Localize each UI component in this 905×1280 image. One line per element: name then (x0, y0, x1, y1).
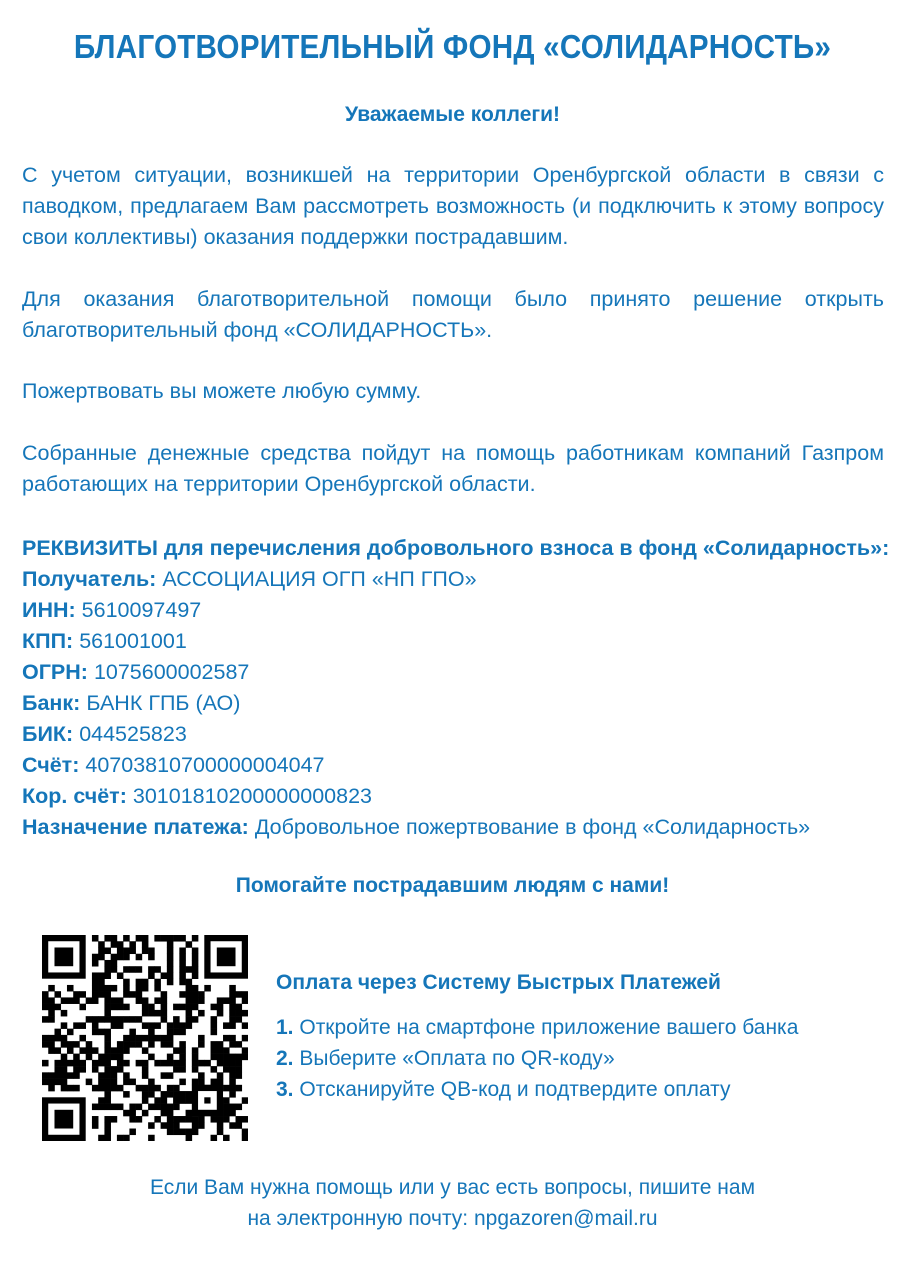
requisite-label: Банк: (22, 691, 81, 715)
step-number: 2. (276, 1047, 294, 1070)
sbp-step (276, 1074, 896, 1105)
page-title: БЛАГОТВОРИТЕЛЬНЫЙ ФОНД «СОЛИДАРНОСТЬ» (73, 28, 832, 65)
requisite-row-inn (22, 595, 902, 626)
step-text: Выберите «Оплата по QR-коду» (299, 1047, 615, 1070)
requisite-row-bik (22, 719, 902, 750)
sbp-title: Оплата через Систему Быстрых Платежей (276, 971, 721, 994)
requisite-label: ИНН: (22, 598, 76, 622)
qr-code-icon[interactable] (42, 935, 248, 1141)
requisites-block (22, 533, 902, 843)
greeting: Уважаемые коллеги! (344, 103, 561, 126)
requisite-value: АССОЦИАЦИЯ ОГП «НП ГПО» (162, 567, 477, 591)
paragraph-any-sum: Пожертвовать вы можете любую сумму. (22, 379, 422, 403)
requisite-row-account (22, 750, 902, 781)
requisite-value: 561001001 (79, 629, 187, 653)
sbp-step (276, 1043, 896, 1074)
requisite-row-payment-purpose (22, 812, 902, 843)
step-text: Откройте на смартфоне приложение вашего банка (299, 1016, 799, 1039)
requisite-label: Счёт: (22, 753, 80, 777)
requisite-row-recipient (22, 564, 902, 595)
requisite-label: Назначение платежа: (22, 815, 249, 839)
sbp-instructions (276, 968, 896, 1105)
paragraph-situation: С учетом ситуации, возникшей на территории Оренбургской области в связи с паводком, предлагаем Вам рассмотреть возможность (и подключить к этому вопросу свои коллективы) оказания поддержки пострадавшим. (22, 163, 884, 249)
requisites-heading-text: РЕКВИЗИТЫ для перечисления добровольного взноса в фонд «Солидарность»: (22, 536, 890, 560)
requisites-heading (22, 533, 902, 564)
requisite-row-ogrn (22, 657, 902, 688)
requisite-label: БИК: (22, 722, 74, 746)
requisite-value: Добровольное пожертвование в фонд «Солидарность» (254, 815, 811, 839)
requisite-value: БАНК ГПБ (АО) (86, 691, 241, 715)
contact-line: Если Вам нужна помощь или у вас есть вопросы, пишите нам (149, 1176, 756, 1199)
contact-email-line: на электронную почту: npgazoren@mail.ru (247, 1207, 658, 1230)
qr-code-graphic (42, 935, 248, 1141)
requisite-row-corr-account (22, 781, 902, 812)
step-number: 1. (276, 1016, 294, 1039)
requisite-row-kpp (22, 626, 902, 657)
requisite-label: КПП: (22, 629, 74, 653)
requisite-value: 30101810200000000823 (132, 784, 373, 808)
requisite-label: Кор. счёт: (22, 784, 127, 808)
paragraph-purpose: Собранные денежные средства пойдут на помощь работникам компаний Газпром работающих на территории Оренбургской области. (22, 441, 884, 496)
step-number: 3. (276, 1078, 294, 1101)
requisite-value: 40703810700000004047 (85, 753, 325, 777)
requisite-value: 5610097497 (81, 598, 202, 622)
contact-info (0, 1172, 905, 1234)
requisite-row-bank (22, 688, 902, 719)
requisite-label: ОГРН: (22, 660, 88, 684)
requisite-label: Получатель: (22, 567, 157, 591)
help-slogan: Помогайте пострадавшим людям с нами! (235, 874, 670, 897)
sbp-step (276, 1012, 896, 1043)
step-text: Отсканируйте QВ-код и подтвердите оплату (299, 1078, 731, 1101)
paragraph-fund: Для оказания благотворительной помощи было принято решение открыть благотворительный фонд «СОЛИДАРНОСТЬ». (22, 287, 884, 342)
requisite-value: 1075600002587 (93, 660, 250, 684)
requisite-value: 044525823 (79, 722, 187, 746)
